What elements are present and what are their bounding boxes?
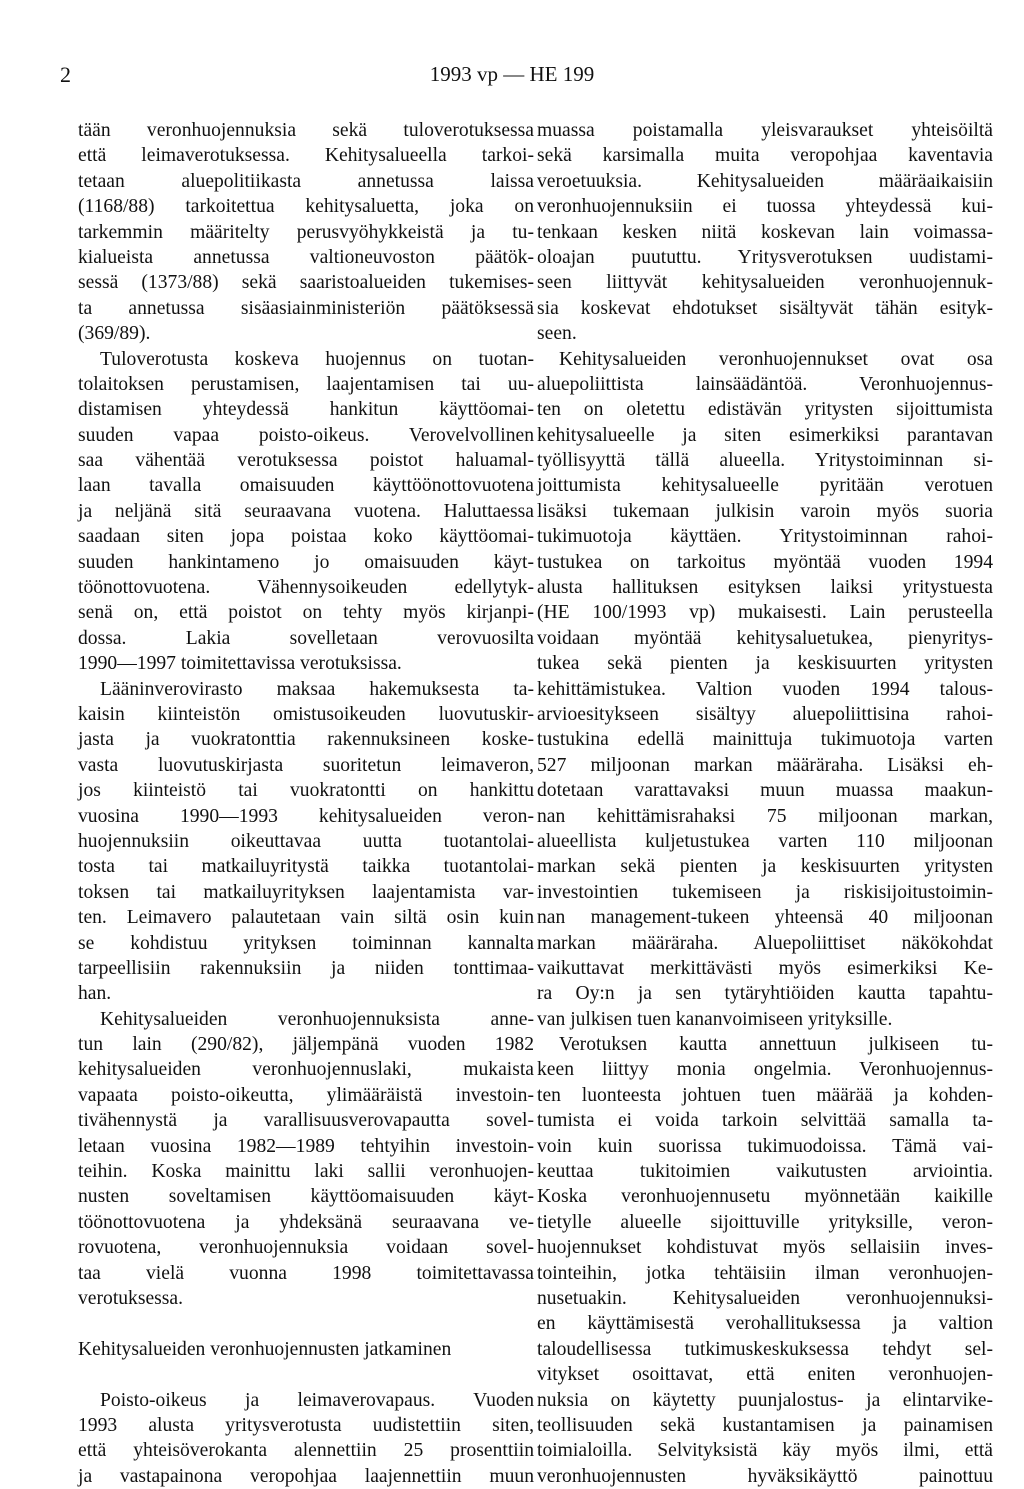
text-line: että leimaverotuksessa. Kehitysalueella tarkoi- [78, 145, 534, 167]
text-line: keen liittyy monia ongelmia. Veronhuojennus- [537, 1059, 993, 1081]
text-line: tun lain (290/82), jäljempänä vuoden 1982 [78, 1034, 534, 1056]
text-line: tään veronhuojennuksia sekä tuloverotuksessa [78, 120, 534, 141]
text-line: han. [78, 983, 112, 1005]
paragraph-block [78, 118, 534, 347]
paragraph-block [78, 1388, 534, 1489]
text-line: töönottovuotena ja yhdeksänä seuraavana ve- [78, 1211, 534, 1233]
paragraph-block [537, 1032, 993, 1489]
text-line: tustukea on tarkoitus myöntää vuoden 1994 [537, 551, 993, 573]
text-line: jos kiinteistö tai vuokratontti on hankittu [78, 780, 534, 802]
text-line: voidaan myöntää kehitysaluetukea, pienyritys- [537, 627, 993, 649]
text-line: huojennuksiin oikeuttavaa uutta tuotantolai- [78, 830, 534, 852]
text-line: keuttaa tukitoimien vaikutusten arviointia. [537, 1161, 993, 1183]
text-line: taa vielä vuonna 1998 toimitettavassa [78, 1262, 534, 1284]
text-line: laan tavalla omaisuuden käyttöönottovuotena [78, 475, 534, 497]
text-line: dossa. Lakia sovelletaan verovuosilta [78, 627, 534, 649]
text-line: markan sekä pienten ja keskisuurten yritysten [537, 856, 993, 878]
text-line: töönottovuotena. Vähennysoikeuden edellytyk- [78, 577, 534, 599]
text-line: letaan vuosina 1982—1989 tehtyihin investoin- [78, 1135, 534, 1157]
text-line: vaikuttavat merkittävästi myös esimerkiksi Ke- [537, 957, 993, 979]
text-line: verotuksessa. [78, 1287, 184, 1309]
text-line: 527 miljoonan markan määräraha. Lisäksi eh- [537, 754, 993, 776]
text-line: nan kehittämisrahaksi 75 miljoonan markan, [537, 805, 993, 827]
text-line: nusten soveltamisen käyttöomaisuuden käyt- [78, 1186, 534, 1208]
text-line: teihin. Koska mainittu laki sallii veronhuojen- [78, 1161, 534, 1183]
text-line: tarpeellisiin rakennuksiin ja niiden tonttimaa- [78, 957, 534, 979]
right-column [537, 118, 993, 1489]
text-line: ta annetussa sisäasiainministeriön päätöksessä [78, 297, 534, 319]
text-line: veronhuojennusten hyväksikäyttö painottuu [537, 1465, 993, 1487]
text-line: muassa poistamalla yleisvaraukset yhteisöiltä [537, 120, 993, 141]
left-column [78, 118, 534, 1489]
text-line: van julkisen tuen kananvoimiseen yrityksille. [537, 1008, 893, 1030]
text-line: sekä karsimalla muita veropohjaa kaventavia [537, 145, 993, 167]
text-line: joittumista kehitysalueelle pyritään verotuen [537, 475, 993, 497]
text-line: että yhteisöverokanta alennettiin 25 prosenttiin [78, 1440, 534, 1462]
text-line: investointien tukemiseen ja riskisijoitustoimin- [537, 881, 993, 903]
text-line: veronhuojennuksiin ei tuossa yhteydessä kui- [537, 196, 993, 218]
text-line: rovuotena, veronhuojennuksia voidaan sovel- [78, 1237, 534, 1259]
text-line: (HE 100/1993 vp) mukaisesti. Lain perusteella [537, 602, 993, 624]
text-line: tivähennystä ja varallisuusverovapautta sovel- [78, 1110, 534, 1132]
text-line: alusta hallituksen esityksen laiksi yritystuesta [537, 577, 993, 599]
text-line: 1990—1997 toimitettavissa verotuksissa. [78, 653, 402, 675]
text-line: vasta luovutuskirjasta suoritetun leimaveron, [78, 754, 534, 776]
text-line: voin kuin suorissa tukimuodoissa. Tämä vai- [537, 1135, 993, 1157]
text-line: kehitysalueiden veronhuojennuslaki, mukaista [78, 1059, 534, 1081]
paragraph-block [78, 1007, 534, 1312]
paragraph-block [78, 347, 534, 677]
text-line: tosta tai matkailuyritystä taikka tuotantolai- [78, 856, 534, 878]
text-line: sia koskevat ehdotukset sisältyvät tähän esityk- [537, 297, 993, 319]
text-line: suuden hankintameno jo omaisuuden käyt- [78, 551, 534, 573]
text-line: tenkaan kesken niitä koskevan lain voimassa- [537, 221, 993, 243]
text-line: Poisto-oikeus ja leimaverovapaus. Vuoden [100, 1389, 534, 1411]
text-line: kialueista annetussa valtioneuvoston päätök- [78, 246, 534, 268]
text-line: markan määräraha. Aluepoliittiset näkökohdat [537, 932, 993, 954]
text-line: tointeihin, jotka tehtäisiin ilman veronhuojen- [537, 1262, 993, 1284]
document-reference: 1993 vp — HE 199 [429, 62, 595, 86]
text-line: tetaan aluepolitiikasta annetussa laissa [78, 170, 534, 192]
text-line: ten on oletettu edistävän yritysten sijoittumista [537, 399, 993, 421]
text-line: työllisyyttä tällä alueella. Yritystoiminnan si- [537, 450, 993, 472]
text-line: nuksia on käytetty puunjalostus- ja elintarvike- [537, 1389, 993, 1411]
text-line: tolaitoksen perustamisen, laajentamisen tai uu- [78, 373, 534, 395]
text-line: tumista ei voida tarkoin selvittää samalla ta- [537, 1110, 993, 1132]
text-line: tukimuotoja käyttäen. Yritystoiminnan rahoi- [537, 526, 993, 548]
text-line: sessä (1373/88) sekä saaristoalueiden tukemises- [78, 272, 534, 294]
text-line: veroetuuksia. Kehitysalueiden määräaikaisiin [537, 170, 993, 192]
text-line: arvioesitykseen sisältyy aluepoliittisina rahoi- [537, 703, 993, 725]
text-line: teollisuuden sekä kustantamisen ja painamisen [537, 1414, 993, 1436]
text-line: taloudellisessa tutkimuskeskuksessa tehdyt sel- [537, 1338, 993, 1360]
text-line: kaisin kiinteistön omistusoikeuden luovutuskir- [78, 703, 534, 725]
text-line: toksen tai matkailuyrityksen laajentamista var- [78, 881, 534, 903]
text-line: saa vähentää verotuksessa poistot haluamal- [78, 450, 534, 472]
text-line: kehittämistukea. Valtion vuoden 1994 talous- [537, 678, 993, 700]
text-line: en käyttämisestä verohallituksessa ja valtion [537, 1313, 993, 1335]
text-line: vitykset osoittavat, että eniten veronhuojen- [537, 1364, 993, 1386]
text-line: ja neljänä sitä seuraavana vuotena. Haluttaessa [78, 500, 534, 522]
text-line: Tuloverotusta koskeva huojennus on tuotan- [100, 348, 534, 370]
text-line: Kehitysalueiden veronhuojennukset ovat osa [559, 348, 993, 370]
text-line: toimialoilla. Selvityksistä käy myös ilmi, että [537, 1440, 993, 1462]
text-line: ten. Leimavero palautetaan vain siltä osin kuin [78, 907, 534, 929]
section-heading: Kehitysalueiden veronhuojennusten jatkaminen [78, 1338, 452, 1360]
text-line: alueellista kuljetustukea varten 110 miljoonan [537, 830, 993, 852]
text-line: se kohdistuu yrityksen toiminnan kannalta [78, 932, 534, 954]
text-line: seen. [537, 323, 577, 345]
text-line: huojennukset kohdistuvat myös sellaisiin inves- [537, 1237, 993, 1259]
text-line: tarkemmin määritelty perusvyöhykkeistä ja tu- [78, 221, 534, 243]
text-line: lisäksi tukemaan julkisin varoin myös suoria [537, 500, 993, 522]
paragraph-block [537, 347, 993, 1033]
text-line: distamisen yhteydessä hankitun käyttöomai- [78, 399, 534, 421]
text-line: Kehitysalueiden veronhuojennuksista anne- [100, 1008, 534, 1030]
text-line: oloajan puututtu. Yritysverotuksen uudistami- [537, 246, 993, 268]
page-number: 2 [60, 62, 71, 87]
text-line: kehitysalueelle ja siten esimerkiksi parantavan [537, 424, 993, 446]
text-line: ra Oy:n ja sen tytäryhtiöiden kautta tapahtu- [537, 983, 993, 1005]
page-header [0, 62, 1024, 92]
text-line: vapaata poisto-oikeutta, ylimääräistä investoin- [78, 1084, 534, 1106]
text-line: ten luonteesta johtuen tuen määrää ja kohden- [537, 1084, 993, 1106]
text-line: (1168/88) tarkoitettua kehitysaluetta, joka on [78, 196, 534, 218]
text-line: nan management-tukeen yhteensä 40 miljoonan [537, 907, 993, 929]
paragraph-block [537, 118, 993, 347]
text-line: aluepoliittista lainsäädäntöä. Veronhuojennus- [537, 373, 993, 395]
text-line: suuden vapaa poisto-oikeus. Verovelvollinen [78, 424, 534, 446]
text-line: vuosina 1990—1993 kehitysalueiden veron- [78, 805, 534, 827]
text-line: ja vastapainona veropohjaa laajennettiin muun [78, 1465, 534, 1487]
text-line: tustukina edellä mainittuja tukimuotoja varten [537, 729, 993, 751]
text-line: Lääninverovirasto maksaa hakemuksesta ta- [100, 678, 534, 700]
text-line: nusetuakin. Kehitysalueiden veronhuojennuksi- [537, 1287, 993, 1309]
text-line: jasta ja vuokratonttia rakennuksineen koske- [78, 729, 534, 751]
text-line: seen liittyvät kehitysalueiden veronhuojennuk- [537, 272, 993, 294]
text-line: senä on, että poistot on tehty myös kirjanpi- [78, 602, 534, 624]
text-line: saadaan siten jopa poistaa koko käyttöomai- [78, 526, 534, 548]
paragraph-block [78, 677, 534, 1007]
text-line: tietylle alueelle sijoittuville yrityksille, veron- [537, 1211, 993, 1233]
text-line: 1993 alusta yritysverotusta uudistettiin siten, [78, 1414, 534, 1436]
text-line: (369/89). [78, 323, 151, 345]
text-line: tukea sekä pienten ja keskisuurten yritysten [537, 653, 993, 675]
text-line: dotetaan varattavaksi muun muassa maakun- [537, 780, 993, 802]
text-line: Verotuksen kautta annettuun julkiseen tu- [559, 1034, 993, 1056]
text-line: Koska veronhuojennusetu myönnetään kaikille [537, 1186, 993, 1208]
